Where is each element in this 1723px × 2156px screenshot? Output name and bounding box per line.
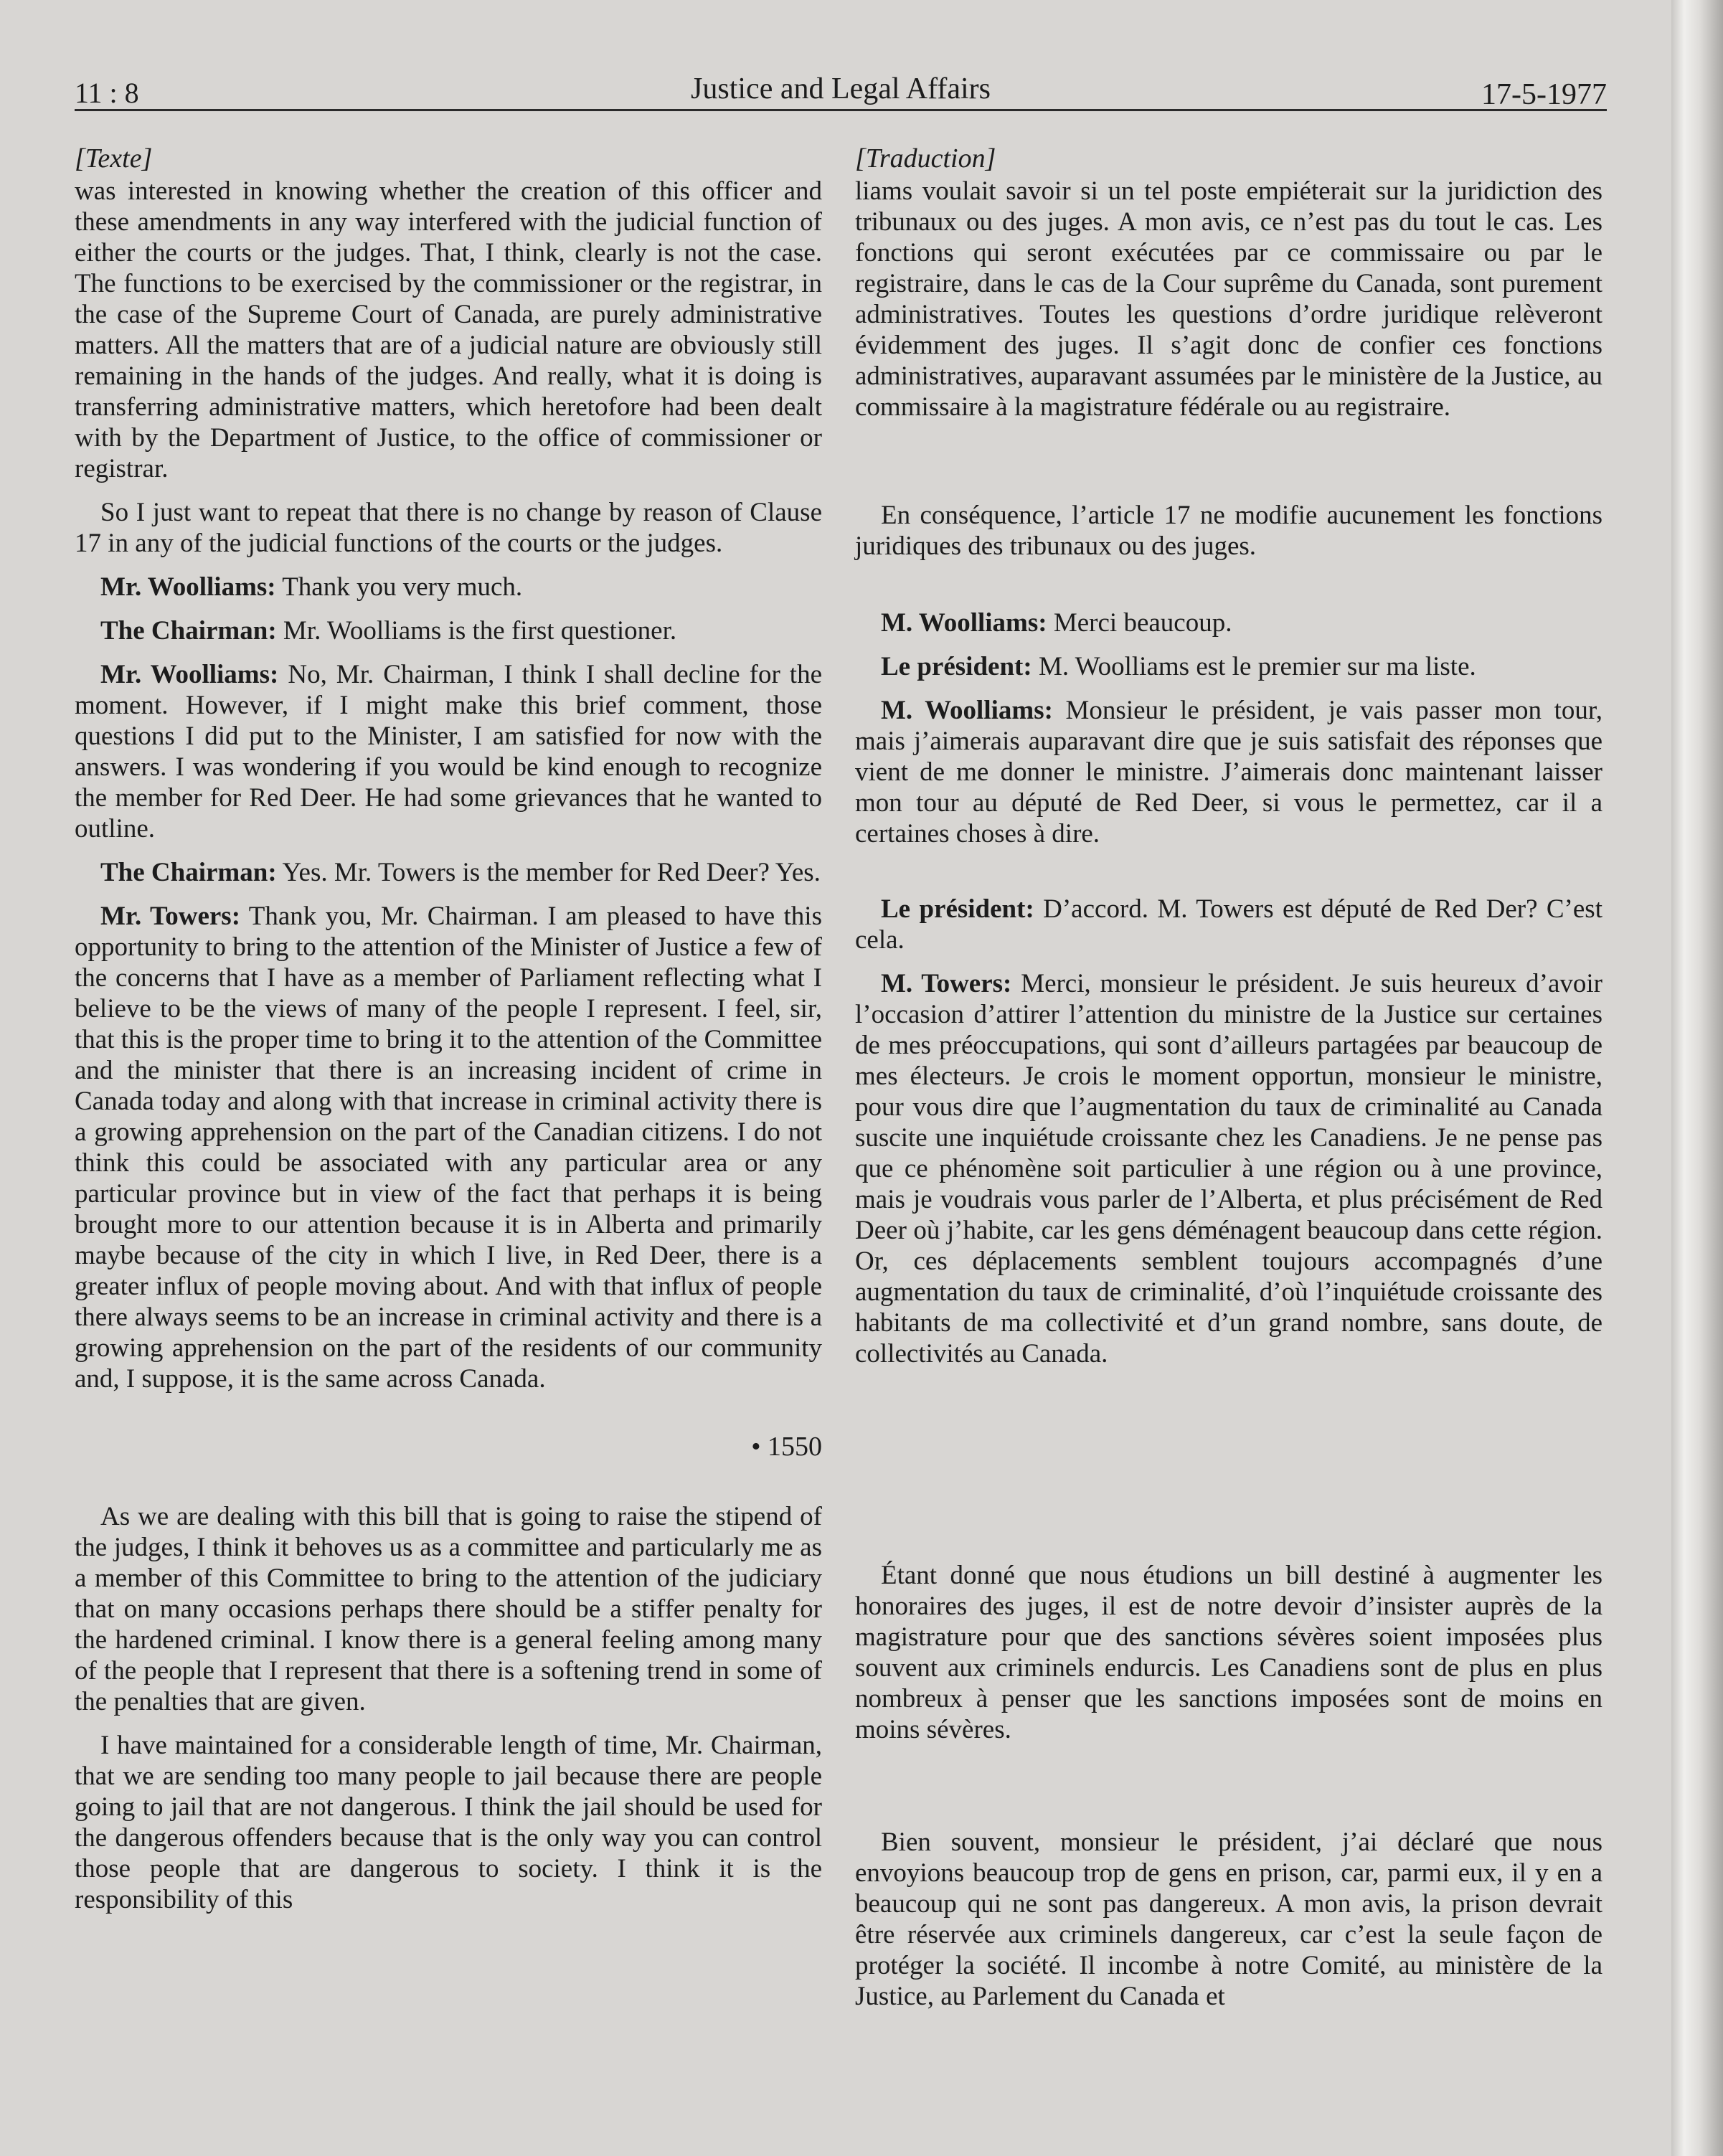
speech-text: D’accord. M. Towers est député de Red Der? C’est cela. bbox=[855, 894, 1602, 955]
paragraph: As we are dealing with this bill that is going to raise the stipend of the judges, I think it behoves us as a committee and particularly me as a member of this Committee to bring to the attention of the judiciary that on many occasions perhaps there should be a stiffer penalty for the hardened criminal. I know there is a general feeling among many of the people that I represent that there is a softening trend in some of the penalties that are given. bbox=[75, 1502, 822, 1716]
header-rule bbox=[75, 109, 1607, 111]
alignment-gap bbox=[855, 1382, 1602, 1560]
french-column bbox=[855, 143, 1602, 2025]
speech-text: Merci beaucoup. bbox=[1047, 608, 1232, 638]
paragraph: was interested in knowing whether the creation of this officer and these amendments in any way interfered with the judicial function of either the courts or the judges. That, I think, clearly is not the case. The functions to be exercised by the commissioner or the registrar, in the case of the Supreme Court of Canada, are purely administrative matters. All the matters that are of a judicial nature are obviously still remaining in the hands of the judges. And really, what it is doing is transferring administrative matters, which heretofore had been dealt with by the Department of Justice, to the office of commissioner or registrar. bbox=[75, 176, 822, 483]
speech-paragraph bbox=[75, 857, 822, 888]
speaker-name: Mr. Woolliams: bbox=[100, 660, 279, 689]
paragraph: So I just want to repeat that there is no change by reason of Clause 17 in any of the judicial functions of the courts or the judges. bbox=[75, 498, 822, 558]
speaker-name: The Chairman: bbox=[100, 616, 277, 646]
speech-paragraph bbox=[75, 659, 822, 844]
alignment-gap bbox=[855, 1758, 1602, 1827]
speaker-name: M. Woolliams: bbox=[881, 608, 1047, 638]
alignment-gap bbox=[855, 862, 1602, 894]
page-header bbox=[75, 70, 1607, 110]
alignment-gap bbox=[855, 435, 1602, 500]
page-edge bbox=[1671, 0, 1723, 2156]
speech-text: Thank you very much. bbox=[275, 572, 523, 602]
page-number: 11 : 8 bbox=[75, 77, 139, 109]
paragraph: Étant donné que nous étudions un bill destiné à augmenter les honoraires des juges, il est de notre devoir d’insister auprès de la magistrature pour que des sanctions sévères soient imposées plus souvent aux criminels endurcis. Les Canadiens sont de plus en plus nombreux à penser que les sanctions imposées sont de moins en moins sévères. bbox=[855, 1561, 1602, 1744]
speech-paragraph bbox=[855, 968, 1602, 1369]
speaker-name: M. Woolliams: bbox=[881, 696, 1053, 725]
english-column bbox=[75, 143, 822, 1928]
speaker-name: Mr. Woolliams: bbox=[100, 572, 276, 602]
speech-paragraph bbox=[855, 695, 1602, 849]
speech-paragraph bbox=[855, 607, 1602, 638]
speech-text: Mr. Woolliams is the first questioner. bbox=[276, 616, 677, 646]
speech-text: M. Woolliams est le premier sur ma liste. bbox=[1032, 652, 1476, 681]
speaker-name: Le président: bbox=[881, 652, 1032, 681]
column-label: [Texte] bbox=[75, 143, 153, 174]
speaker-name: The Chairman: bbox=[100, 858, 277, 887]
paragraph: Bien souvent, monsieur le président, j’ai déclaré que nous envoyions beaucoup trop de gens en prison, car, parmi eux, il y en a beaucoup qui ne sont pas dangereux. A mon avis, la prison devrait être réservée aux criminels dangereux, car c’est la seule façon de protéger la société. Il incombe à notre Comité, au ministère de la Justice, au Parlement du Canada et bbox=[855, 1828, 1602, 2011]
speech-paragraph bbox=[855, 894, 1602, 955]
running-title: Justice and Legal Affairs bbox=[691, 72, 991, 105]
speech-paragraph bbox=[75, 615, 822, 646]
alignment-gap bbox=[855, 575, 1602, 607]
speech-text: Yes. Mr. Towers is the member for Red Deer? Yes. bbox=[276, 858, 821, 887]
speech-text: No, Mr. Chairman, I think I shall decline for the moment. However, if I might make this brief comment, those questions I did put to the Minister, I am satisfied for now with the answers. I was wondering if you would be kind enough to recognize the member for Red Deer. He had some grievances that he wanted to outline. bbox=[75, 660, 822, 843]
speaker-name: Le président: bbox=[881, 894, 1034, 924]
speech-paragraph bbox=[75, 901, 822, 1394]
time-marker: • 1550 bbox=[751, 1432, 822, 1462]
speaker-name: Mr. Towers: bbox=[100, 902, 241, 931]
paragraph: liams voulait savoir si un tel poste empiéterait sur la juridiction des tribunaux ou des juges. A mon avis, ce n’est pas du tout le cas. Les fonctions qui seront exécutées par ce commissaire ou par le registraire, dans le cas de la Cour suprême du Canada, sont purement administratives. Toutes les questions d’ordre juridique relèveront évidemment des juges. Il s’agit donc de confier ces fonctions administratives, auparavant assumées par le ministère de la Justice, au commissaire à la magistrature fédérale ou au registraire. bbox=[855, 176, 1602, 422]
speech-text: Merci, monsieur le président. Je suis heureux d’avoir l’occasion d’attirer l’attention du ministre de la Justice sur certaines de mes préoccupations, qui sont d’ailleurs partagées par beaucoup de mes électeurs. Je crois le moment opportun, monsieur le ministre, pour vous dire que l’augmentation du taux de criminalité au Canada suscite une inquiétude croissante chez les Canadiens. Je ne pense pas que ce phénomène soit particulier à une région ou à une province, mais je voudrais vous parler de l’Alberta, et plus précisément de Red Deer où j’habite, car les gens déménagent beaucoup dans cette région. Or, ces déplacements semblent toujours accompagnés d’une augmentation du taux de criminalité, d’où l’inquiétude croissante des habitants de ma collectivité et d’un grand nombre, sans doute, de collectivités au Canada. bbox=[855, 969, 1602, 1368]
speech-paragraph bbox=[75, 572, 822, 602]
speech-text: Monsieur le président, je vais passer mon tour, mais j’aimerais auparavant dire que je suis satisfait des réponses que vient de me donner le ministre. J’aimerais donc maintenant laisser mon tour au député de Red Deer, si vous le permettez, car il a certaines choses à dire. bbox=[855, 696, 1602, 848]
paragraph: I have maintained for a considerable length of time, Mr. Chairman, that we are sending too many people to jail because there are people going to jail that are not dangerous. I think the jail should be used for the dangerous offenders because that is the only way you can control those people that are dangerous to society. I think it is the responsibility of this bbox=[75, 1731, 822, 1914]
speech-text: Thank you, Mr. Chairman. I am pleased to have this opportunity to bring to the attention of the Minister of Justice a few of the concerns that I have as a member of Parliament reflecting what I believe to be the views of many of the people I represent. I feel, sir, that this is the proper time to bring it to the attention of the Committee and the minister that there is an increasing incident of crime in Canada today and along with that increase in criminal activity there is a growing apprehension on the part of the Canadian citizens. I do not think this could be associated with any particular area or any particular province but in view of the fact that perhaps it is being brought more to our attention because it is in Alberta and primarily maybe because of the city in which I live, in Red Deer, there is a greater influx of people moving about. And with that influx of people there always seems to be an increase in criminal activity and there is a growing apprehension on the part of the residents of our community and, I suppose, it is the same across Canada. bbox=[75, 902, 822, 1394]
header-date: 17-5-1977 bbox=[1481, 78, 1607, 111]
speech-paragraph bbox=[855, 651, 1602, 682]
speaker-name: M. Towers: bbox=[881, 969, 1012, 998]
paragraph: En conséquence, l’article 17 ne modifie aucunement les fonctions juridiques des tribunaux ou des juges. bbox=[855, 501, 1602, 561]
column-label: [Traduction] bbox=[855, 143, 996, 174]
